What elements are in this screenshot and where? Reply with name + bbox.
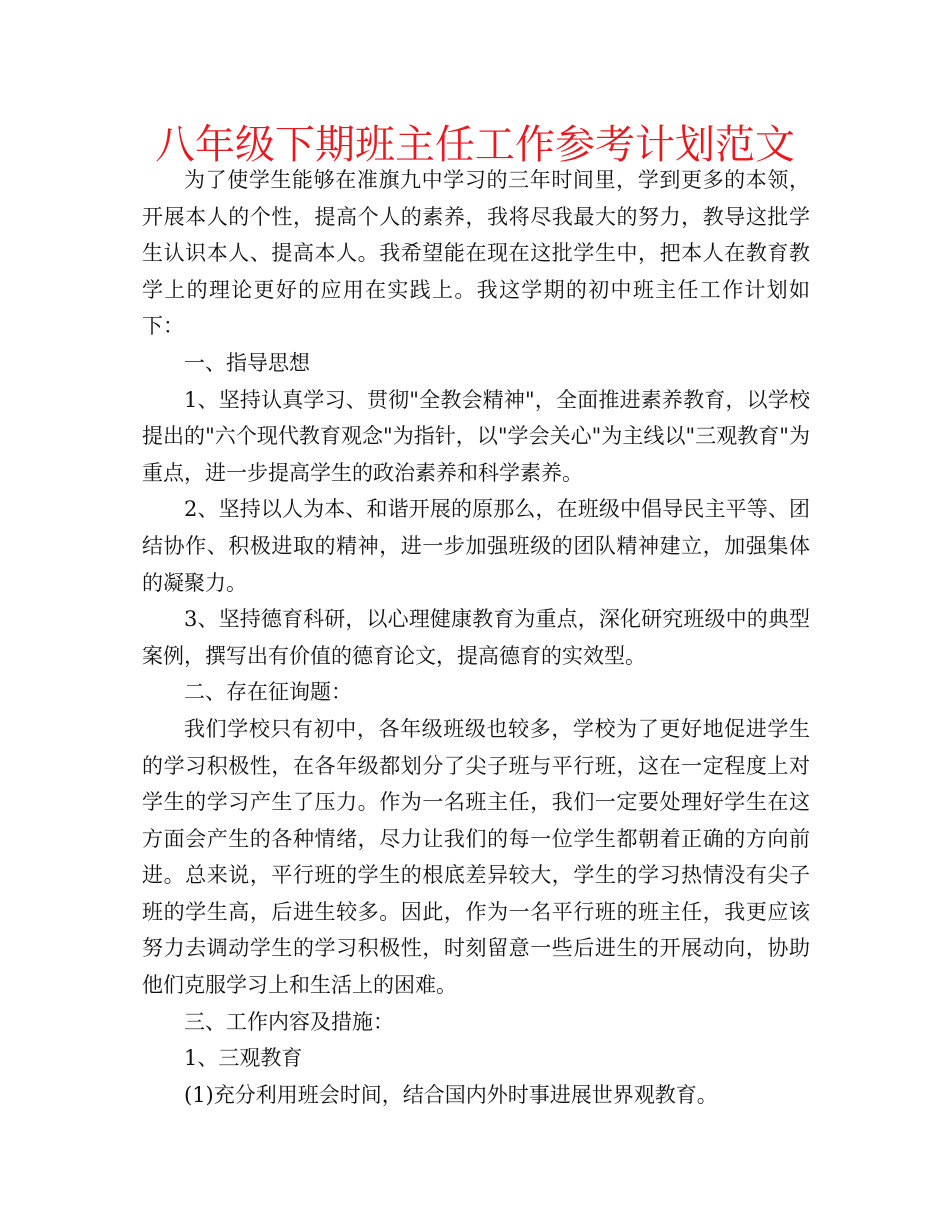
paragraph-item-1: (1)充分利用班会时间，结合国内外时事进展世界观教育。 [184,1082,718,1107]
paragraph-problems: 我们学校只有初中，各年级班级也较多，学校为了更好地促进学生的学习积极性，在各年级都划分了尖子班与平行班，这在一定程度上对学生的学习产生了压力。作为一名班主任，我们一定要处理好学生在这方面会产生的各种情绪，尽力让我们的每一位学生都朝着正确的方向前进。总来说，平行班的学生的根底差异较大，学生的学习热情没有尖子班的学生高，后进生较多。因此，作为一名平行班的班主任，我更应该努力去调动学生的学习积极性，时刻留意一些后进生的开展动向，协助他们克服学习上和生活上的困难。 [142,716,810,998]
paragraph-intro: 为了使学生能够在准旗九中学习的三年时间里，学到更多的本领，开展本人的个性，提高个人的素养，我将尽我最大的努力，教导这批学生认识本人、提高本人。我希望能在现在这批学生中，把本人在教育教学上的理论更好的应用在实践上。我这学期的初中班主任工作计划如下： [142,168,810,339]
heading-work-content: 三、工作内容及措施： [184,1009,394,1034]
heading-existing-problems: 二、存在征询题： [184,680,352,705]
paragraph-point-2: 2、坚持以人为本、和谐开展的原那么，在班级中倡导民主平等、团结协作、积极进取的精神，进一步加强班级的团队精神建立，加强集体的凝聚力。 [142,497,810,595]
document-body [142,162,810,1113]
paragraph-point-1: 1、坚持认真学习、贯彻"全教会精神"，全面推进素养教育，以学校提出的"六个现代教育观念"为指针，以"学会关心"为主线以"三观教育"为重点，进一步提高学生的政治素养和科学素养。 [142,387,810,485]
document-title: 八年级下期班主任工作参考计划范文 [155,122,795,168]
subheading-three-views: 1、三观教育 [184,1046,303,1071]
heading-guiding-ideology: 一、指导思想 [184,350,310,375]
paragraph-point-3: 3、坚持德育科研，以心理健康教育为重点，深化研究班级中的典型案例，撰写出有价值的德育论文，提高德育的实效型。 [142,607,810,668]
